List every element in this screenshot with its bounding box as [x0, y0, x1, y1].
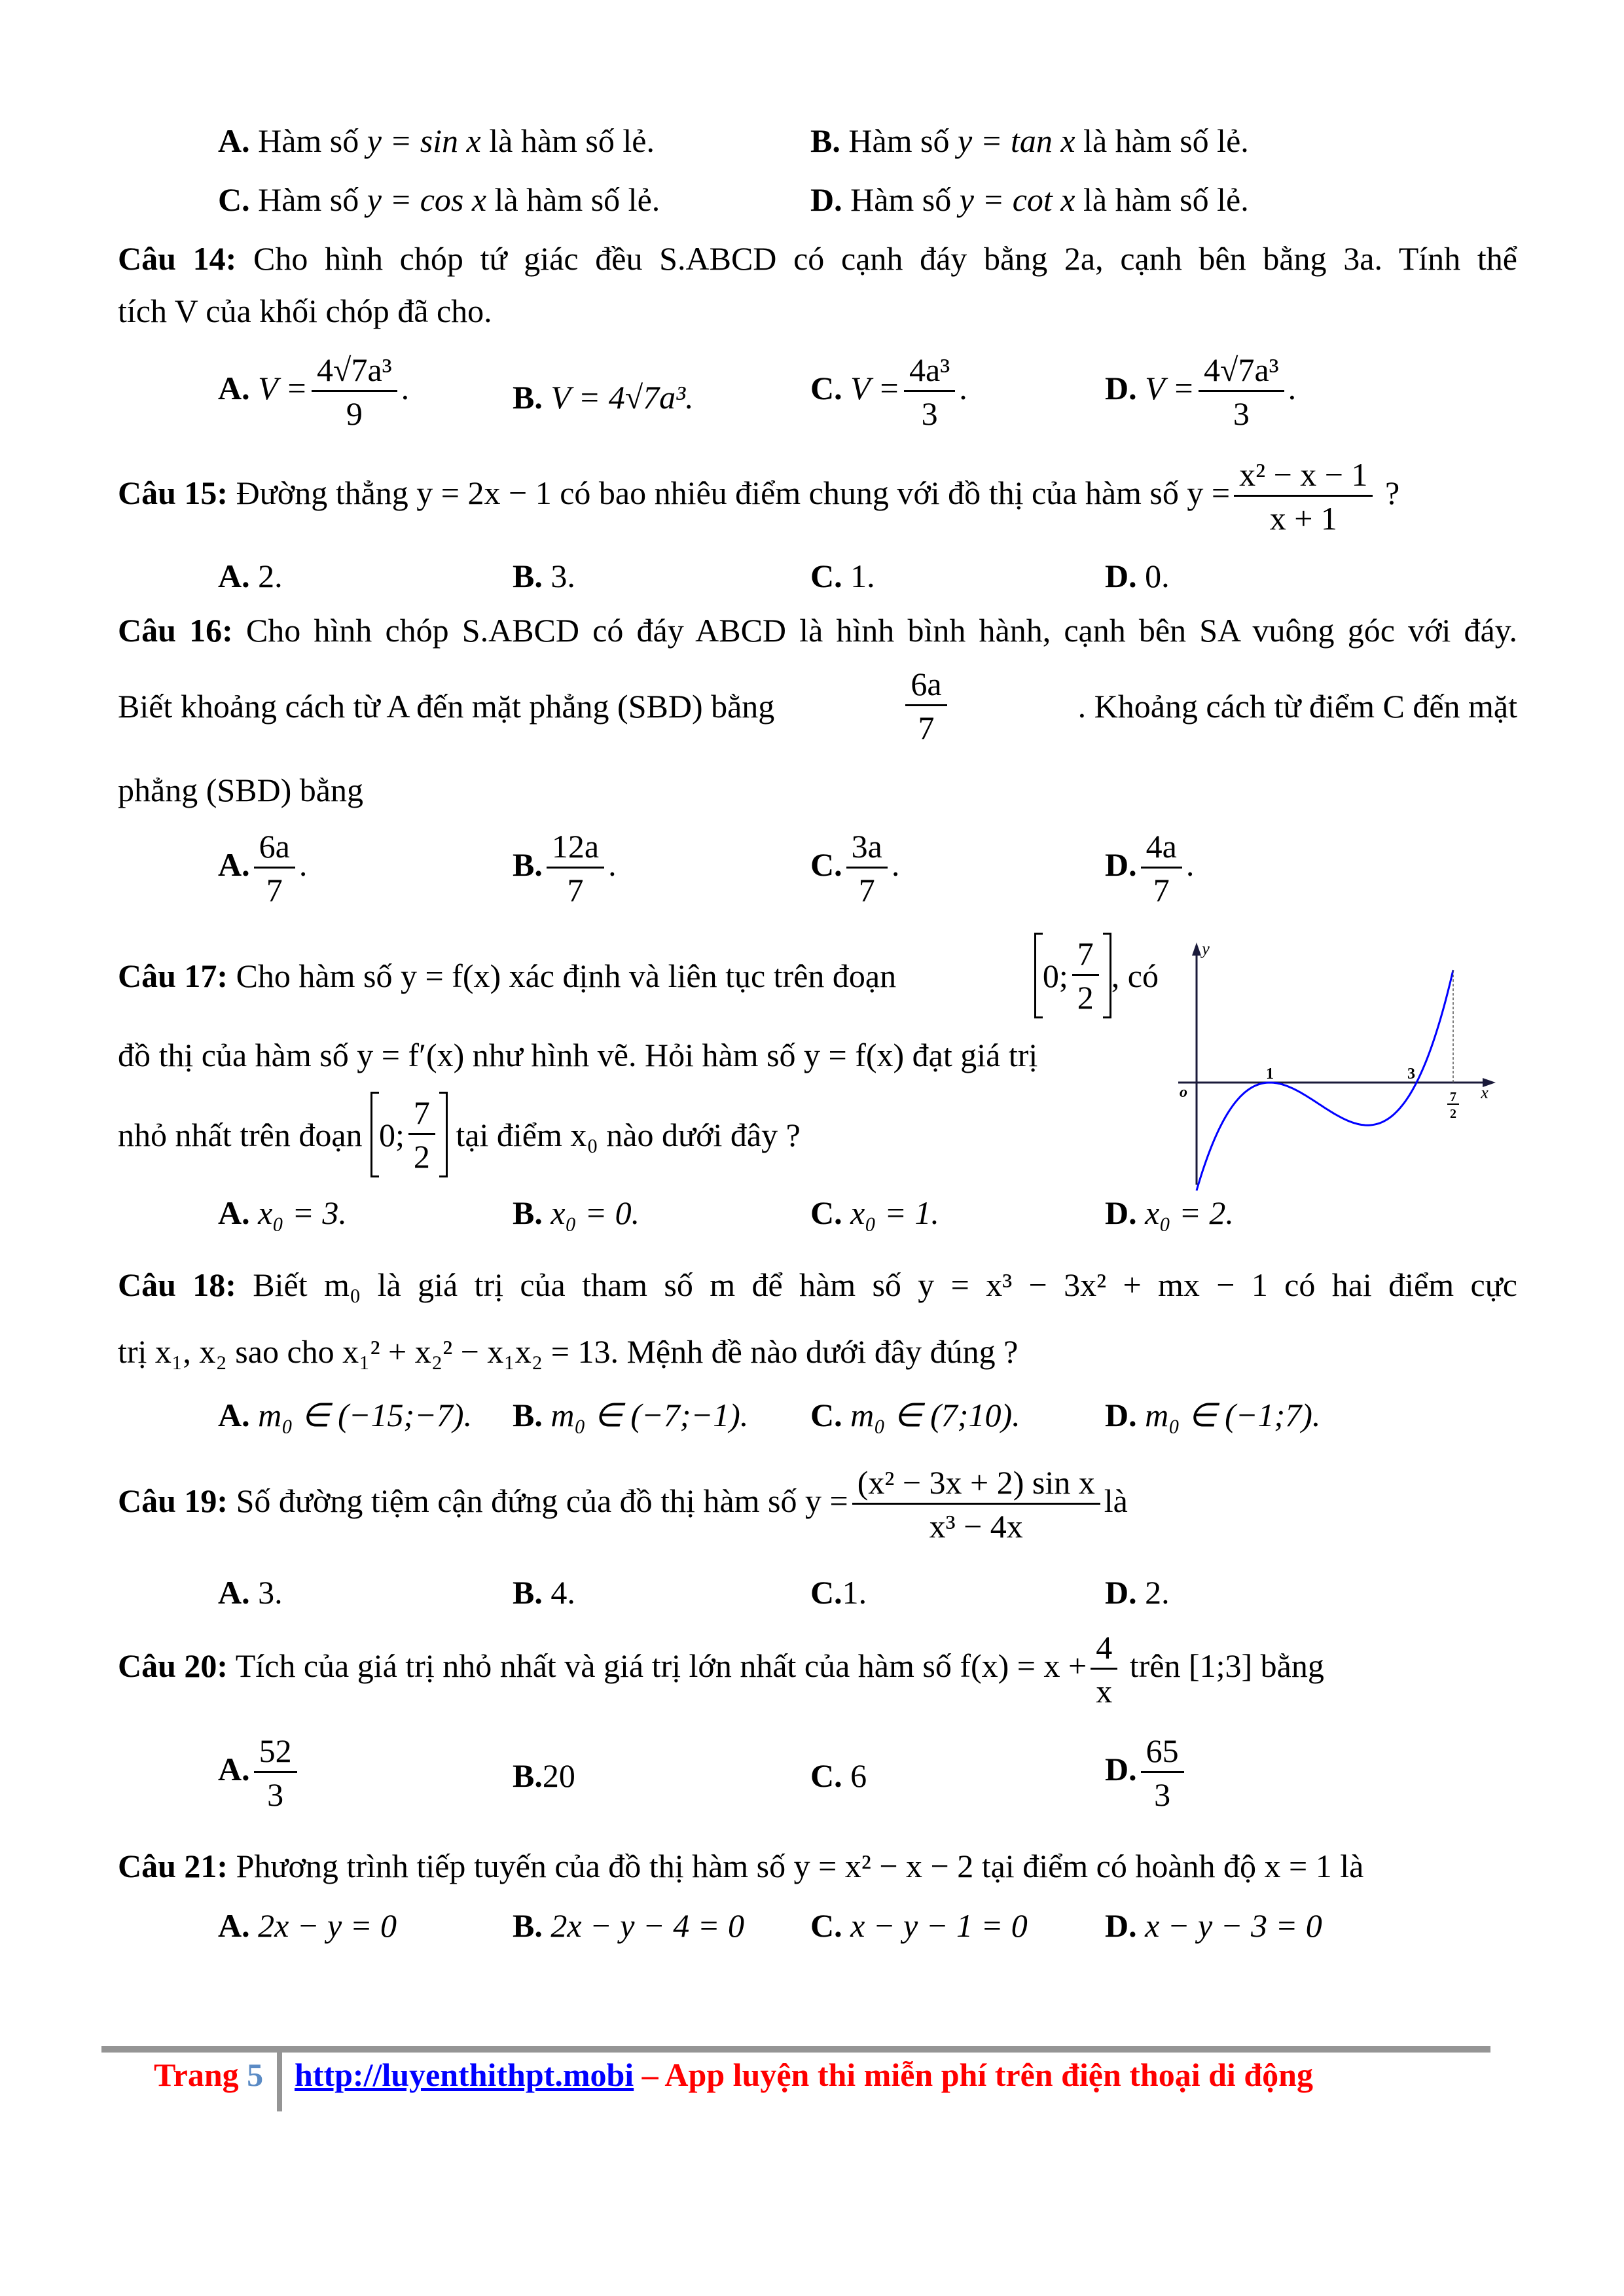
q14-line2: tích V của khối chóp đã cho.: [118, 293, 492, 329]
q18-option-a: A. m₀ ∈ (−15;−7).: [218, 1397, 473, 1433]
q19-option-d: D. 2.: [1105, 1574, 1170, 1611]
footer-text: http://luyenthithpt.mobi – App luyện thi miễn phí trên điện thoại di động: [295, 2056, 1313, 2093]
q15-option-a: A. 2.: [218, 558, 283, 594]
q17-option-a: A. x₀ = 3.: [218, 1194, 347, 1231]
q20-question: Câu 20: Tích của giá trị nhỏ nhất và giá trị lớn nhất của hàm số f(x) = x + $\frac{4}{x}$ trên [1;3] bằng: [118, 1629, 1324, 1710]
tick-label-3: 3: [1407, 1066, 1415, 1083]
q19-option-a: A. 3.: [218, 1574, 283, 1611]
footer-separator: [277, 2053, 282, 2111]
q17-option-c: C. x₀ = 1.: [810, 1194, 939, 1231]
q13-option-a: A. Hàm số y = sin x là hàm số lẻ.: [218, 122, 655, 159]
q17-line3: nhỏ nhất trên đoạn 0; $\frac{7}{2}$ tại điểm x₀ nào dưới đây ?: [118, 1092, 801, 1177]
q16-line2: Biết khoảng cách từ A đến mặt phẳng (SBD) bằng $\frac{6a}{7}$ . Khoảng cách từ điểm C đến mặt: [118, 666, 1517, 746]
q18-option-b: B. m₀ ∈ (−7;−1).: [513, 1397, 749, 1433]
q21-option-b: B. 2x − y − 4 = 0: [513, 1907, 744, 1944]
q16-line1: Câu 16: Cho hình chóp S.ABCD có đáy ABCD là hình bình hành, cạnh bên SA vuông góc với đáy.: [118, 612, 1517, 649]
q20-option-d: D. $\frac{65}{3}$: [1105, 1734, 1188, 1811]
q14-line1: Câu 14: Cho hình chóp tứ giác đều S.ABCD có cạnh đáy bằng 2a, cạnh bên bằng 3a. Tính thể: [118, 240, 1517, 277]
q17-option-d: D. x₀ = 2.: [1105, 1194, 1234, 1231]
q21-question: Câu 21: Phương trình tiếp tuyến của đồ thị hàm số y = x² − x − 2 tại điểm có hoành độ x = 1 là: [118, 1848, 1364, 1884]
q17-line1: Câu 17: Cho hàm số y = f(x) xác định và liên tục trên đoạn 0; $\frac{7}{2}$ , có: [118, 933, 1159, 1018]
q21-option-c: C. x − y − 1 = 0: [810, 1907, 1028, 1944]
q18-line2: trị x₁, x₂ sao cho x₁² + x₂² − x₁x₂ = 13. Mệnh đề nào dưới đây đúng ?: [118, 1333, 1019, 1370]
tick-label-end-num: 7: [1450, 1090, 1456, 1104]
q19-option-b: B. 4.: [513, 1574, 575, 1611]
q18-option-c: C. m₀ ∈ (7;10).: [810, 1397, 1020, 1433]
q14-option-d: D. V = $\frac{\text{4√7a³}}{3}$ .: [1105, 351, 1297, 432]
tick-label-1: 1: [1266, 1066, 1274, 1083]
q15-option-d: D. 0.: [1105, 558, 1170, 594]
website-link[interactable]: http://luyenthithpt.mobi: [295, 2056, 634, 2093]
derivative-graph: [1172, 929, 1538, 1191]
q16-line3: phẳng (SBD) bằng: [118, 772, 363, 808]
q13-option-c: C. Hàm số y = cos x là hàm số lẻ.: [218, 181, 660, 218]
q20-option-c: C. 6: [810, 1757, 867, 1794]
q16-option-d: D. $\frac{4a}{7}$ .: [1105, 828, 1195, 908]
q14-option-b: B. V = 4√7a³.: [513, 379, 694, 416]
q16-option-b: B. $\frac{12a}{7}$ .: [513, 828, 617, 908]
q20-option-b: B.20: [513, 1757, 575, 1794]
q19-option-c: C.1.: [810, 1574, 867, 1611]
q16-option-a: A. $\frac{6a}{7}$ .: [218, 828, 308, 908]
q15-option-c: C. 1.: [810, 558, 875, 594]
q21-option-d: D. x − y − 3 = 0: [1105, 1907, 1322, 1944]
q20-option-a: A. $\frac{52}{3}$: [218, 1734, 301, 1811]
page-indicator: Trang 5: [154, 2056, 264, 2093]
q17-option-b: B. x₀ = 0.: [513, 1194, 640, 1231]
x-axis-label: x: [1481, 1083, 1489, 1102]
q15-option-b: B. 3.: [513, 558, 575, 594]
q13-option-d: D. Hàm số y = cot x là hàm số lẻ.: [810, 181, 1249, 218]
q18-option-d: D. m₀ ∈ (−1;7).: [1105, 1397, 1321, 1433]
q17-line2: đồ thị của hàm số y = f′(x) như hình vẽ. Hỏi hàm số y = f(x) đạt giá trị: [118, 1037, 1038, 1073]
q14-option-a: A. V = $\frac{\text{4√7a³}}{9}$ .: [218, 351, 410, 432]
footer-divider: [101, 2046, 1490, 2053]
q14-option-c: C. V = $\frac{\text{4a³}}{3}$ .: [810, 351, 967, 432]
q18-line1: Câu 18: Biết m₀ là giá trị của tham số m để hàm số y = x³ − 3x² + mx − 1 có hai điểm cực: [118, 1266, 1517, 1303]
y-axis-arrow-icon: [1192, 942, 1201, 956]
q15-question: Câu 15: Đường thẳng y = 2x − 1 có bao nhiêu điểm chung với đồ thị của hàm số y = $\frac{\text{x² − x − 1}}{x + 1}$ ?: [118, 456, 1400, 537]
q19-question: Câu 19: Số đường tiệm cận đứng của đồ thị hàm số y = $\frac{\text{(x² − 3x + 2) sin x}}{\text{x³ − 4x}}$ là: [118, 1464, 1128, 1545]
q13-option-b: B. Hàm số y = tan x là hàm số lẻ.: [810, 122, 1249, 159]
y-axis-label: y: [1202, 939, 1210, 958]
tick-label-end-den: 2: [1450, 1107, 1456, 1121]
origin-label: o: [1180, 1084, 1187, 1101]
q16-option-c: C. $\frac{3a}{7}$ .: [810, 828, 900, 908]
q21-option-a: A. 2x − y = 0: [218, 1907, 397, 1944]
